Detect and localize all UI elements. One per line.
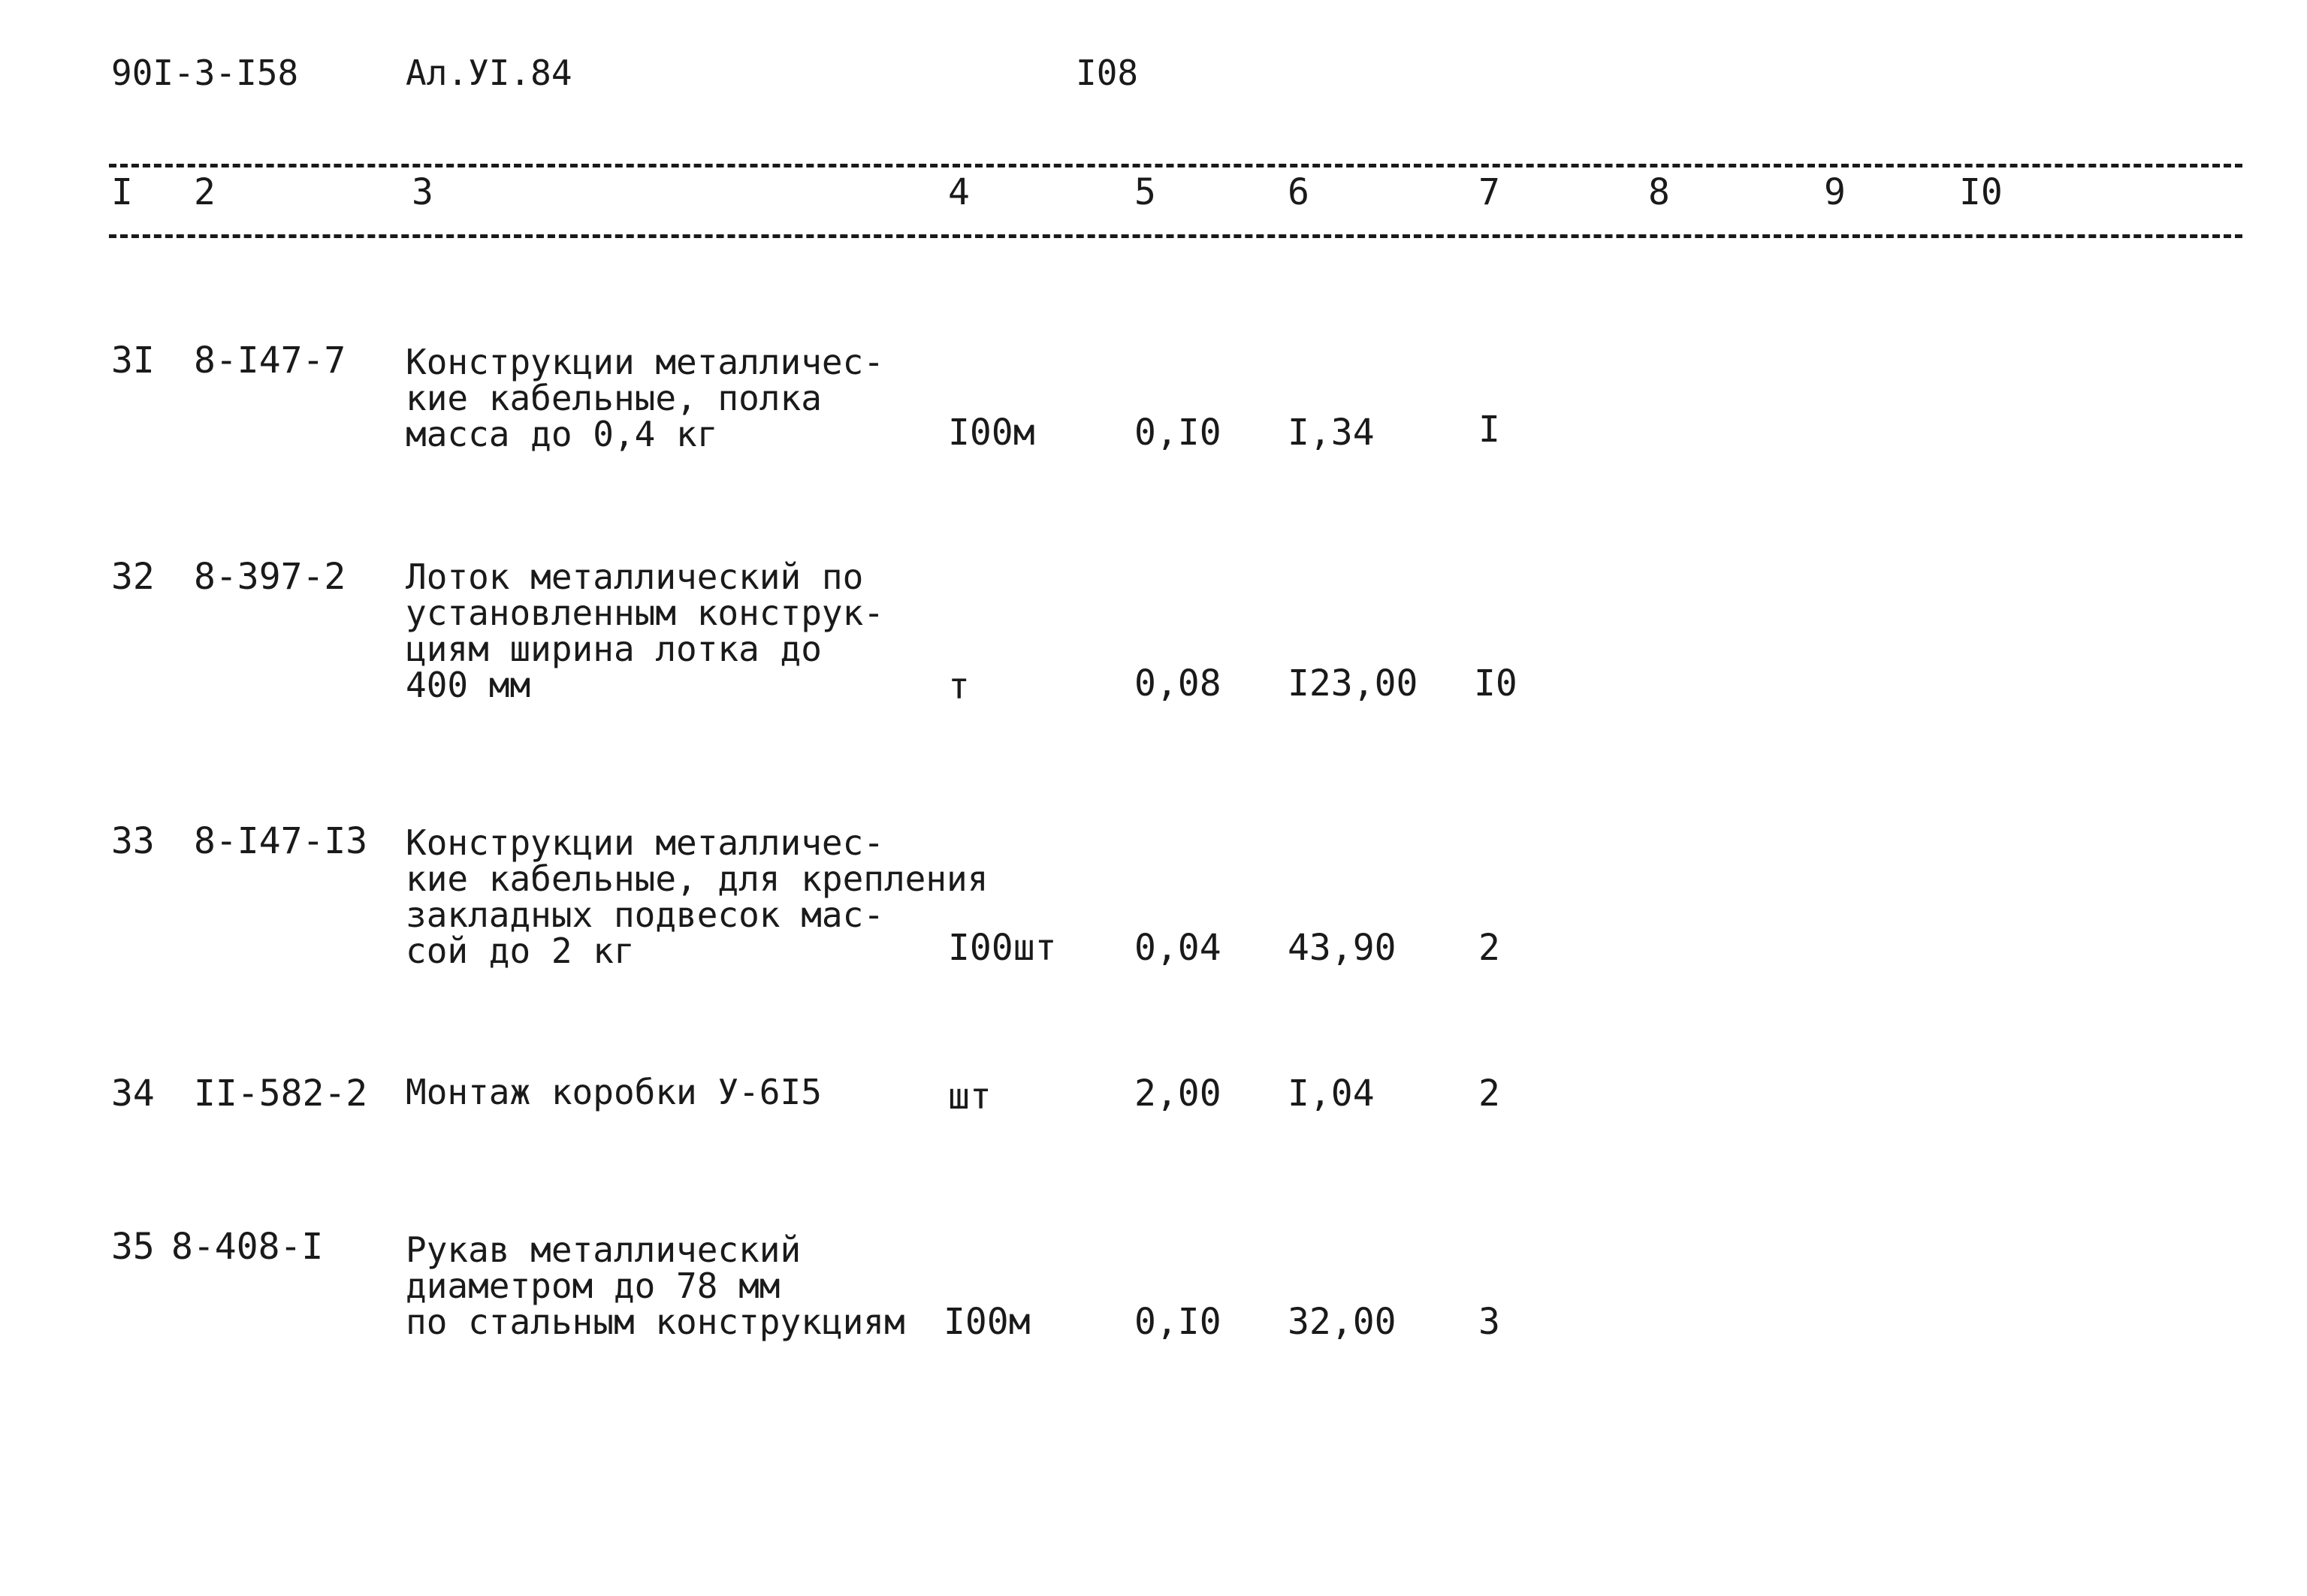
- row-unit: I00м: [948, 412, 1035, 454]
- column-number-3: 3: [412, 171, 433, 213]
- row-column-7: 3: [1478, 1301, 1500, 1343]
- row-unit: I00шт: [948, 927, 1057, 969]
- description-line: циям ширина лотка до: [406, 629, 822, 669]
- doc-code: 90I-3-I58: [111, 53, 299, 93]
- column-number-6: 6: [1288, 171, 1309, 213]
- header-rule-top: [109, 164, 2242, 167]
- description-line: сой до 2 кг: [406, 931, 635, 971]
- row-description: [406, 344, 884, 452]
- row-unit: шт: [948, 1076, 992, 1118]
- description-line: Монтаж коробки У-6I5: [406, 1072, 822, 1112]
- page-number: I08: [1076, 53, 1139, 93]
- column-number-7: 7: [1478, 171, 1500, 213]
- description-line: Рукав металлический: [406, 1229, 802, 1270]
- row-unit: т: [948, 665, 970, 707]
- column-number-10: I0: [1959, 171, 2003, 213]
- row-number: 35: [111, 1226, 155, 1268]
- column-number-1: I: [111, 171, 133, 213]
- row-column-7: I0: [1474, 662, 1517, 704]
- header-rule-bottom: [109, 234, 2242, 238]
- row-number: 33: [111, 820, 155, 862]
- row-description: [406, 1229, 905, 1342]
- row-number: 32: [111, 556, 155, 598]
- row-quantity: 0,I0: [1134, 412, 1221, 454]
- row-quantity: 0,04: [1134, 927, 1221, 969]
- row-column-7: 2: [1478, 927, 1500, 969]
- row-code: II-582-2: [194, 1073, 368, 1115]
- row-price: I23,00: [1288, 662, 1418, 704]
- row-price: I,34: [1288, 412, 1375, 454]
- album-number: Ал.УI.84: [406, 53, 572, 93]
- description-line: установленным конструк-: [406, 593, 884, 633]
- column-number-9: 9: [1824, 171, 1846, 213]
- row-code: 8-408-I: [171, 1226, 324, 1268]
- description-line: Лоток металлический по: [406, 557, 864, 597]
- row-quantity: 0,I0: [1134, 1301, 1221, 1343]
- row-quantity: 2,00: [1134, 1073, 1221, 1115]
- row-price: 32,00: [1288, 1301, 1397, 1343]
- column-number-2: 2: [194, 171, 216, 213]
- description-line: 400 мм: [406, 665, 531, 705]
- row-code: 8-I47-I3: [194, 820, 368, 862]
- row-column-7: I: [1478, 409, 1500, 451]
- row-column-7: 2: [1478, 1073, 1500, 1115]
- row-description: [406, 1074, 822, 1110]
- description-line: диаметром до 78 мм: [406, 1266, 781, 1306]
- row-quantity: 0,08: [1134, 662, 1221, 704]
- row-price: 43,90: [1288, 927, 1397, 969]
- description-line: масса до 0,4 кг: [406, 414, 718, 454]
- column-number-5: 5: [1134, 171, 1156, 213]
- column-number-8: 8: [1648, 171, 1670, 213]
- row-number: 3I: [111, 339, 155, 382]
- description-line: Конструкции металличес-: [406, 822, 884, 863]
- row-unit: I00м: [944, 1301, 1031, 1343]
- row-price: I,04: [1288, 1073, 1375, 1115]
- row-description: [406, 822, 989, 971]
- description-line: кие кабельные, для крепления: [406, 858, 989, 899]
- description-line: Конструкции металличес-: [406, 342, 884, 382]
- row-number: 34: [111, 1073, 155, 1115]
- description-line: закладных подвесок мас-: [406, 895, 884, 935]
- row-code: 8-397-2: [194, 556, 346, 598]
- row-description: [406, 559, 884, 703]
- description-line: по стальным конструкциям: [406, 1302, 905, 1342]
- row-code: 8-I47-7: [194, 339, 346, 382]
- column-number-4: 4: [948, 171, 970, 213]
- description-line: кие кабельные, полка: [406, 378, 822, 418]
